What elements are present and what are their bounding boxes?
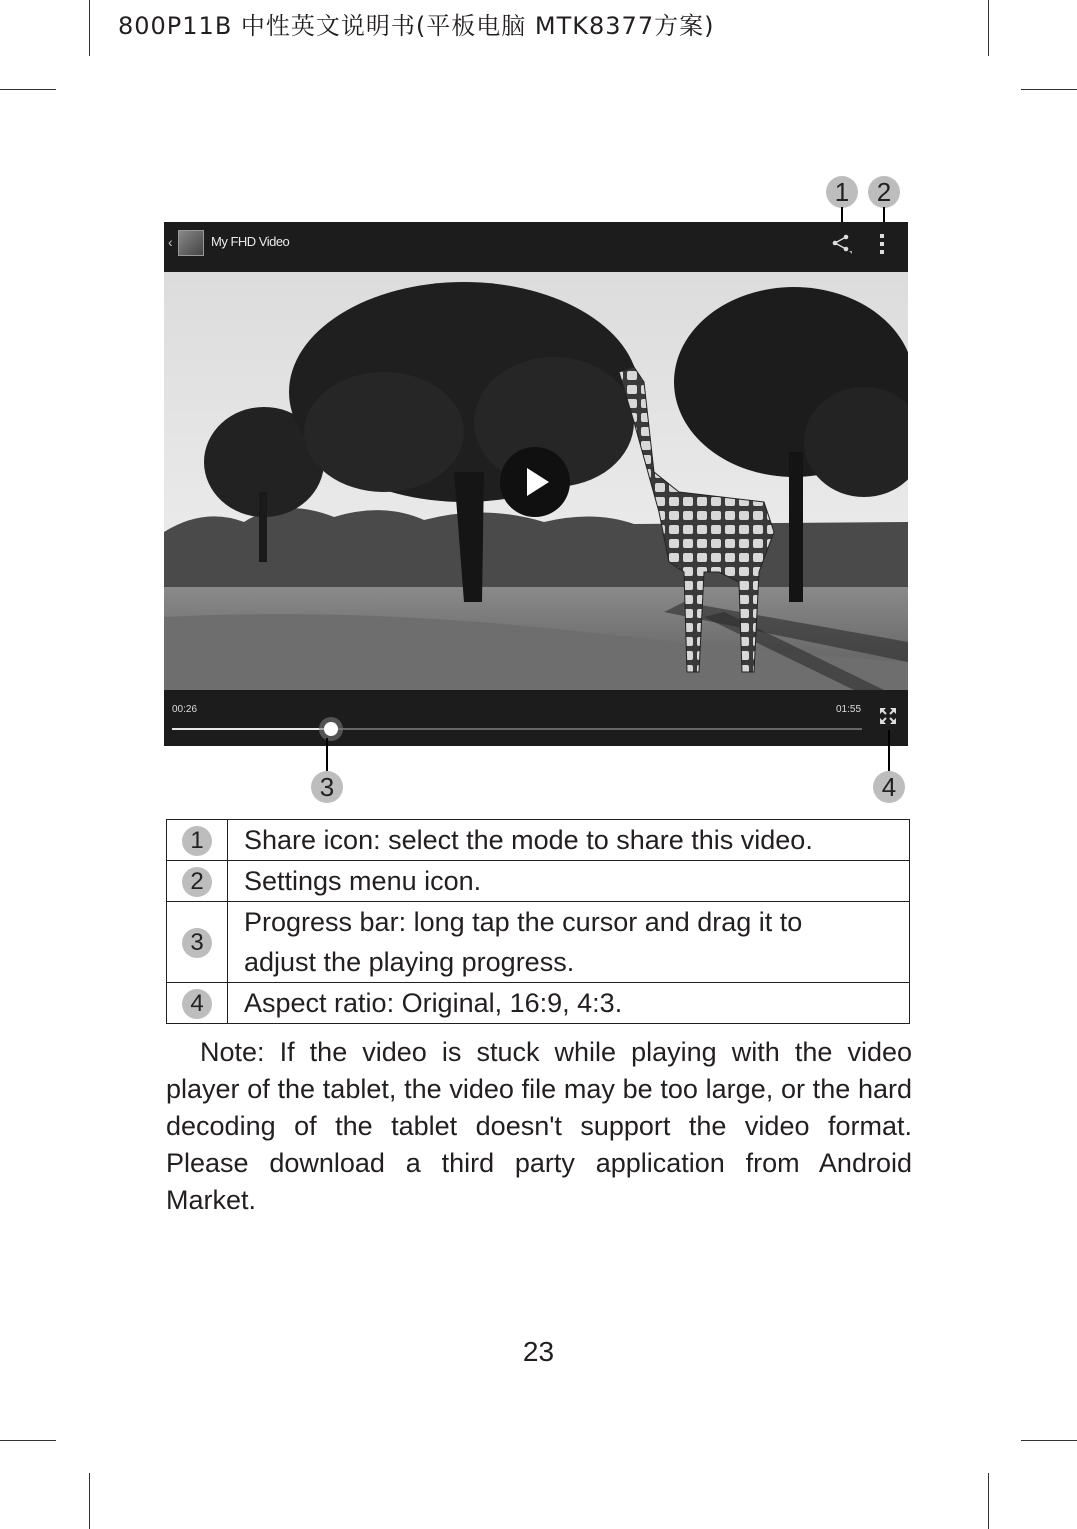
number-badge: 3 xyxy=(182,928,212,958)
crop-mark xyxy=(0,89,56,90)
note-paragraph: Note: If the video is stuck while playing with the video player of the tablet, the video file may be too large, or the hard decoding of the tablet doesn't support the video format. Please download a third party application from Android Market. xyxy=(166,1037,912,1215)
crop-mark xyxy=(988,0,989,56)
crop-mark xyxy=(0,1440,56,1441)
action-bar xyxy=(164,222,908,272)
video-frame-giraffe xyxy=(164,272,908,690)
description-line: Share icon: select the mode to share this video. xyxy=(244,825,813,855)
crop-mark xyxy=(89,1473,90,1529)
aspect-ratio-icon[interactable] xyxy=(878,706,898,726)
row-number-cell xyxy=(167,861,228,902)
row-description xyxy=(228,902,910,983)
row-description xyxy=(228,820,910,861)
description-line: Progress bar: long tap the cursor and drag it to xyxy=(244,907,803,937)
row-number-cell xyxy=(167,820,228,861)
video-title: My FHD Video xyxy=(211,234,290,249)
row-description xyxy=(228,983,910,1024)
description-line: Settings menu icon. xyxy=(244,866,482,896)
crop-mark xyxy=(988,1473,989,1529)
table-row xyxy=(167,861,910,902)
callout-1: 1 xyxy=(826,176,858,208)
callout-3: 3 xyxy=(311,771,343,803)
description-line: Aspect ratio: Original, 16:9, 4:3. xyxy=(244,988,623,1018)
control-bar xyxy=(164,690,908,746)
crop-mark xyxy=(1021,89,1077,90)
callout-4: 4 xyxy=(873,771,905,803)
callout-leader xyxy=(888,730,890,772)
video-thumbnail-icon xyxy=(178,230,204,256)
share-icon[interactable] xyxy=(830,232,852,254)
legend-table xyxy=(166,819,910,1024)
crop-mark xyxy=(1021,1440,1077,1441)
table-row xyxy=(167,820,910,861)
description-line: adjust the playing progress. xyxy=(244,947,575,977)
callout-2: 2 xyxy=(868,176,900,208)
progress-cursor[interactable] xyxy=(324,722,338,736)
callout-leader xyxy=(326,738,328,772)
document-header: 800P11B 中性英文说明书(平板电脑 MTK8377方案) xyxy=(118,12,715,40)
video-player-screenshot xyxy=(164,222,908,746)
row-number-cell xyxy=(167,902,228,983)
number-badge: 4 xyxy=(182,989,212,1019)
settings-menu-icon[interactable] xyxy=(878,232,886,256)
row-number-cell xyxy=(167,983,228,1024)
number-badge: 1 xyxy=(182,826,212,856)
page-number: 23 xyxy=(522,1336,555,1367)
table-row xyxy=(167,983,910,1024)
total-time: 01:55 xyxy=(836,704,862,715)
row-description xyxy=(228,861,910,902)
crop-mark xyxy=(89,0,90,56)
number-badge: 2 xyxy=(182,867,212,897)
back-arrow-icon[interactable]: ‹ xyxy=(168,234,173,250)
table-row xyxy=(167,902,910,983)
progress-played xyxy=(172,728,331,730)
elapsed-time: 00:26 xyxy=(172,704,198,715)
